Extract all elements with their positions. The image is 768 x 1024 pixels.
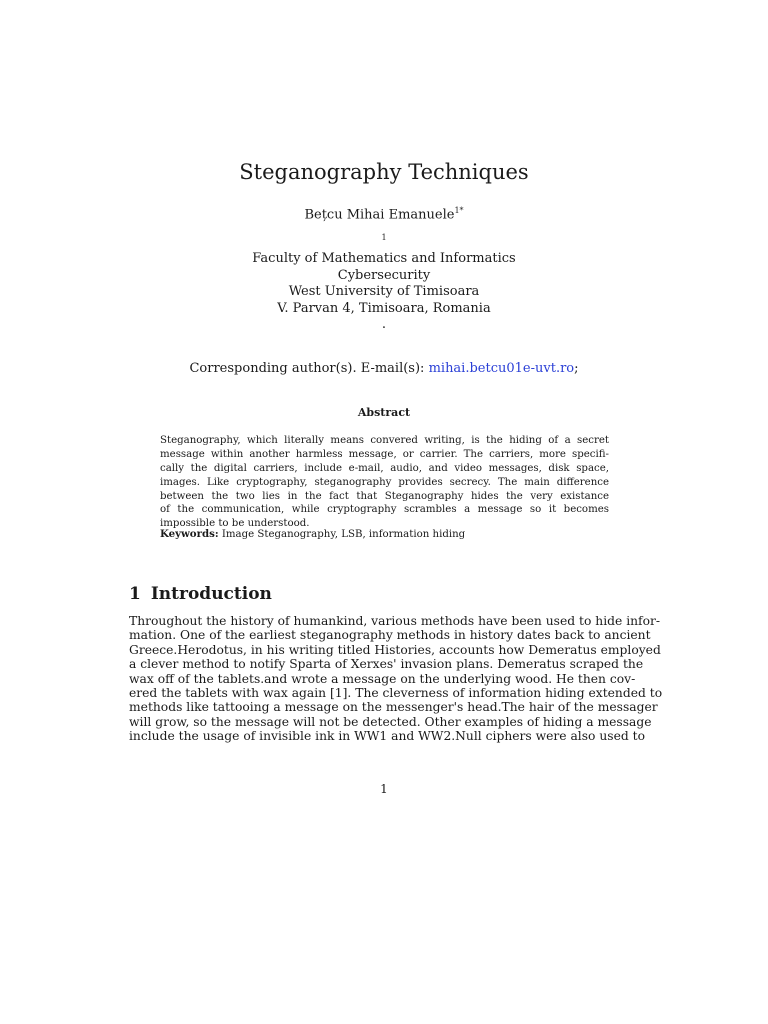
corresponding-email-link[interactable]: mihai.betcu01e-uvt.ro bbox=[428, 361, 575, 376]
affiliation-number: 1 bbox=[381, 233, 387, 242]
abstract-line: between the two lies in the fact that Steganography hides the very existance bbox=[160, 490, 609, 502]
section-number: 1 bbox=[129, 584, 141, 604]
author-line bbox=[0, 206, 768, 222]
section-title: Introduction bbox=[150, 584, 272, 604]
paper-title: Steganography Techniques bbox=[239, 160, 529, 184]
section-heading bbox=[129, 584, 272, 604]
abstract-line: Steganography, which literally means convered writing, is the hiding of a secret bbox=[160, 435, 609, 446]
corresponding-suffix: ; bbox=[574, 361, 579, 376]
introduction-body bbox=[129, 614, 663, 744]
intro-line: wax off of the tablets.and wrote a message on the underlying wood. He then cov- bbox=[129, 671, 636, 686]
keywords-text: Image Steganography, LSB, information hiding bbox=[221, 529, 466, 540]
intro-line: mation. One of the earliest steganography methods in history dates back to ancient bbox=[129, 628, 651, 643]
abstract-line: images. Like cryptography, steganography provides secrecy. The main difference bbox=[160, 476, 609, 488]
intro-line: will grow, so the message will not be detected. Other examples of hiding a message bbox=[129, 714, 652, 729]
abstract-line: message within another harmless message, or carrier. The carriers, more specifi- bbox=[160, 448, 609, 460]
intro-line: a clever method to notify Sparta of Xerxes' invasion plans. Demeratus scraped the bbox=[129, 657, 644, 672]
author-name: Bețcu Mihai Emanuele bbox=[304, 207, 455, 223]
intro-line: Throughout the history of humankind, various methods have been used to hide infor- bbox=[129, 614, 661, 628]
abstract-body bbox=[160, 434, 609, 531]
affiliation-line: Cybersecurity bbox=[337, 267, 431, 283]
affiliation-line: V. Parvan 4, Timisoara, Romania bbox=[277, 300, 491, 316]
keywords-label: Keywords: bbox=[160, 528, 219, 540]
intro-line: ered the tablets with wax again [1]. The cleverness of information hiding extended to bbox=[129, 685, 663, 700]
abstract-line: of the communication, while cryptography scrambles a message so it becomes bbox=[160, 504, 609, 516]
affiliation-line: . bbox=[381, 317, 387, 332]
page-number: 1 bbox=[380, 782, 388, 796]
abstract-line: cally the digital carriers, include e-mail, audio, and video messages, disk space, bbox=[160, 462, 609, 474]
affiliation-line: West University of Timisoara bbox=[288, 284, 480, 299]
corresponding-prefix: Corresponding author(s). E-mail(s): bbox=[189, 361, 425, 376]
affiliation-block bbox=[0, 251, 768, 334]
author-superscript: 1* bbox=[454, 206, 464, 215]
keywords bbox=[160, 528, 465, 540]
abstract-heading: Abstract bbox=[357, 406, 411, 419]
abstract-line: impossible to be understood. bbox=[160, 518, 310, 530]
intro-line: include the usage of invisible ink in WW1 and WW2.Null ciphers were also used to bbox=[129, 729, 646, 744]
intro-line: methods like tattooing a message on the messenger's head.The hair of the messager bbox=[129, 700, 658, 715]
affiliation-line: Faculty of Mathematics and Informatics bbox=[252, 251, 516, 266]
intro-line: Greece.Herodotus, in his writing titled Histories, accounts how Demeratus employed bbox=[129, 642, 661, 657]
corresponding-author bbox=[0, 361, 768, 376]
